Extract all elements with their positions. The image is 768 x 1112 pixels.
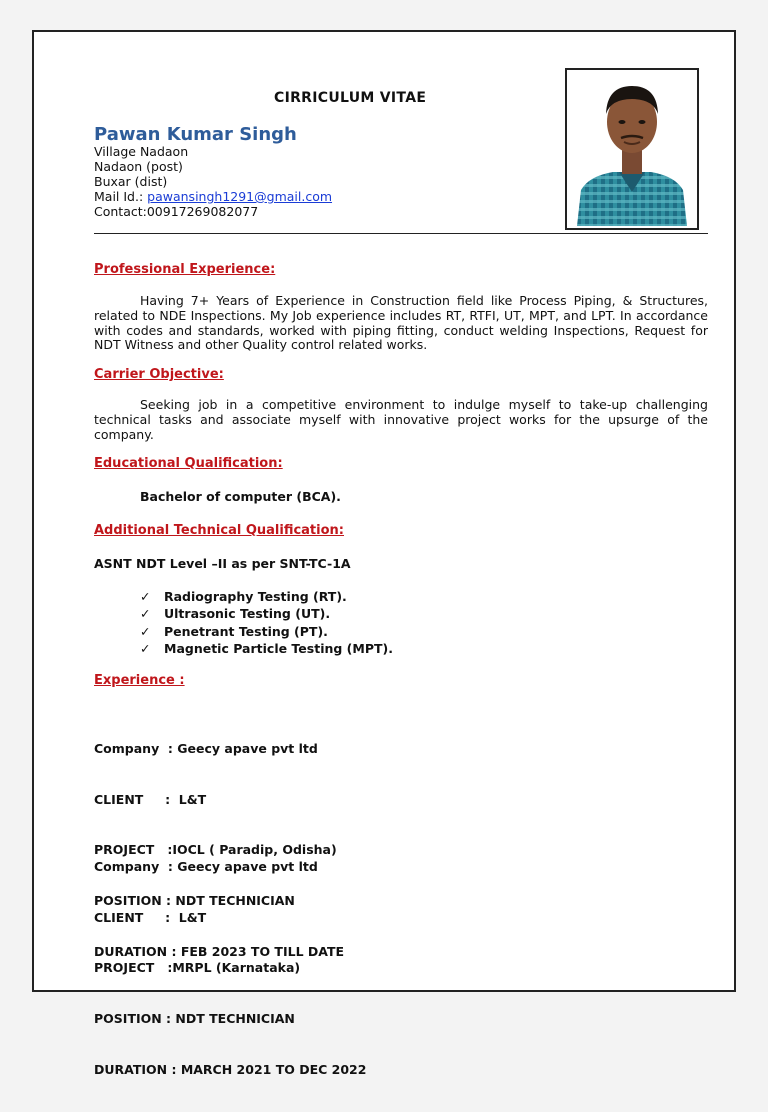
cv-page (32, 30, 736, 1077)
check-icon: ✓ (140, 623, 151, 639)
company-line: Company : Geecy apave pvt ltd (94, 740, 318, 756)
carrier-objective-body: Seeking job in a competitive environment to indulge myself to take-up challenging technical tasks and associate myself with innovative project works for the upsurge of the company. (94, 397, 708, 442)
contact-number: Contact:00917269082077 (94, 204, 259, 219)
heading-professional-experience: Professional Experience: (94, 262, 276, 277)
duration-line: DURATION : MARCH 2021 TO DEC 2022 (94, 1061, 367, 1077)
check-icon: ✓ (140, 606, 151, 622)
education-degree: Bachelor of computer (BCA). (140, 489, 341, 504)
heading-education: Educational Qualification: (94, 456, 283, 471)
list-item: ✓ Ultrasonic Testing (UT). (140, 606, 331, 622)
address-line-1: Village Nadaon (94, 144, 189, 159)
carrier-objective-text (94, 398, 708, 442)
candidate-name: Pawan Kumar Singh (94, 124, 297, 145)
mail-line (94, 189, 332, 204)
contact-block (94, 144, 332, 219)
experience-entry-2 (94, 825, 366, 1112)
document-title: CIRRICULUM VITAE (274, 90, 427, 106)
list-item: ✓ Radiography Testing (RT). (140, 589, 347, 604)
check-icon: ✓ (140, 589, 151, 604)
client-line: CLIENT : L&T (94, 791, 207, 807)
email-link[interactable]: pawansingh1291@gmail.com (147, 189, 333, 204)
person-photo-icon (569, 72, 695, 226)
profile-photo (565, 68, 699, 230)
company-line: Company : Geecy apave pvt ltd (94, 858, 318, 874)
professional-experience-body: Having 7+ Years of Experience in Construction field like Process Piping, & Structures, related to NDE Inspections. My Job experience includes RT, RTFI, UT, MPT, and LPT. In accordance with codes and standards, worked with piping fitting, conduct welding Inspections, Request for NDT Witness and other Quality control related works. (94, 293, 708, 353)
address-line-2: Nadaon (post) (94, 159, 183, 174)
header-divider (94, 233, 708, 234)
client-line: CLIENT : L&T (94, 909, 207, 925)
professional-experience-text (94, 294, 708, 353)
qualification-list (140, 588, 393, 657)
position-line: POSITION : NDT TECHNICIAN (94, 1010, 295, 1026)
ndt-level: ASNT NDT Level –II as per SNT-TC-1A (94, 556, 351, 571)
list-item: ✓ Penetrant Testing (PT). (140, 623, 328, 639)
address-line-3: Buxar (dist) (94, 174, 168, 189)
heading-carrier-objective: Carrier Objective: (94, 367, 224, 382)
check-icon: ✓ (140, 640, 151, 656)
list-item: ✓ Magnetic Particle Testing (MPT). (140, 640, 393, 656)
duration-line: DURATION : FEB 2023 TO TILL DATE (94, 943, 345, 959)
project-line: PROJECT :MRPL (Karnataka) (94, 960, 301, 976)
heading-additional-qualification: Additional Technical Qualification: (94, 523, 344, 538)
position-line: POSITION : NDT TECHNICIAN (94, 892, 295, 908)
mail-label: Mail Id.: (94, 189, 148, 204)
heading-experience: Experience : (94, 673, 185, 688)
project-line: PROJECT :IOCL ( Paradip, Odisha) (94, 842, 337, 858)
